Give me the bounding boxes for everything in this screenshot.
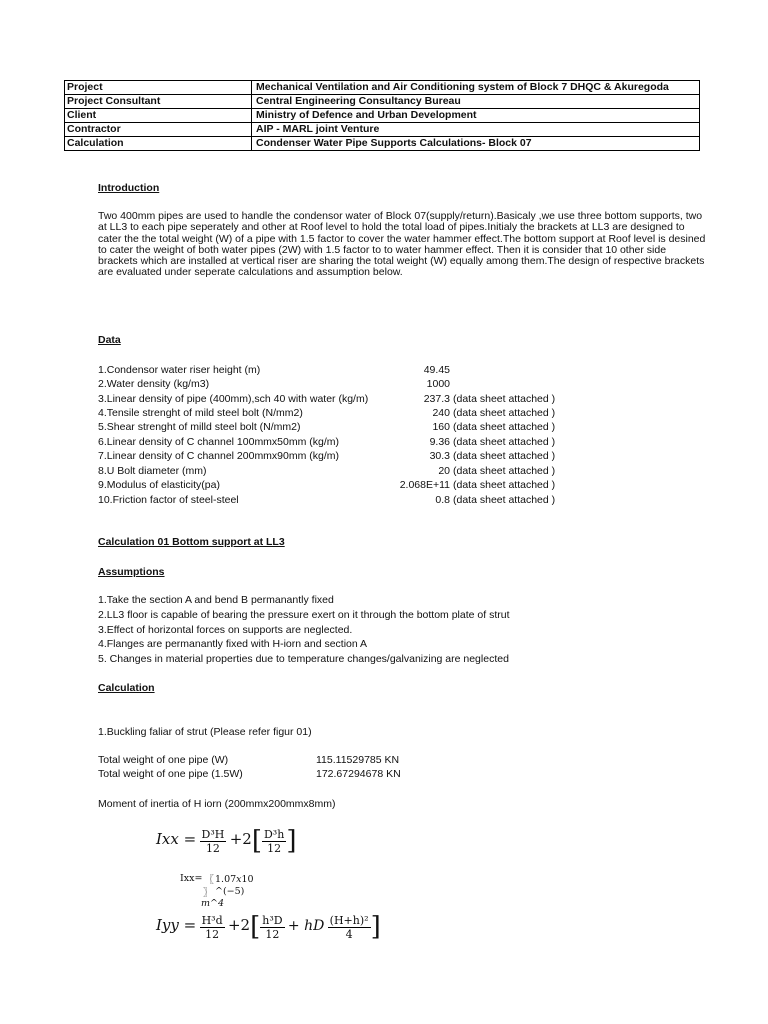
iyy-num-3: (H+h)² xyxy=(329,913,369,927)
iyy-den-1: 12 xyxy=(205,927,220,941)
weight-1-5w-value: 172.67294678 KN xyxy=(316,768,401,780)
header-value: Ministry of Defence and Urban Development xyxy=(252,109,700,123)
header-row xyxy=(65,109,700,123)
weight-w-value: 115.11529785 KN xyxy=(316,754,400,766)
iyy-fraction-1 xyxy=(200,914,225,941)
header-key: Calculation xyxy=(65,137,252,151)
iyy-equation: Iyy = $\frac{\text{H³d}}{12}$ +2[ $\frac{\text{h³D}}{12}$ + hD $\frac{\text{(H+h)²}}{4}$ ] xyxy=(156,912,381,942)
data-label: 10.Friction factor of steel-steel xyxy=(98,494,239,506)
data-label: 5.Shear strenght of milld steel bolt (N/mm2) xyxy=(98,421,301,433)
introduction-text: Two 400mm pipes are used to handle the condensor water of Block 07(supply/return).Basicaly ,we use three bottom supports, two at LL3 to each pipe seperately and other at Roof level to hold the total load of pipes.Initialy the brackets at LL3 are designed to cater the the total weight (W) of a pipe with 1.5 factor to cover the water hammer effect.The bottom support at Roof level is desined to cater the weight of both water pipes (2W) with 1.5 factor to to water hammer effect. Then it is consider that 10 other side brackets which are installed at vertical riser are sharing the total weight (W) equally among them.The design of respective brackets are evaluated under seperate calculations and assumption below. xyxy=(98,210,706,279)
iyy-hd-term: + hD xyxy=(287,918,325,934)
ixx-value-mantissa: 1.07𝑥10 xyxy=(215,874,254,885)
moment-of-inertia-text: Moment of inertia of H iorn (200mmx200mmx8mm) xyxy=(98,798,336,810)
header-table xyxy=(64,80,700,151)
data-value: 1000 xyxy=(426,378,450,390)
ixx-lhs: Ixx = xyxy=(156,830,197,848)
data-value: 49.45 xyxy=(423,364,450,376)
weight-w-label: Total weight of one pipe (W) xyxy=(98,754,229,766)
assumptions-heading: Assumptions xyxy=(98,566,165,578)
data-label: 8.U Bolt diameter (mm) xyxy=(98,465,207,477)
data-label: 3.Linear density of pipe (400mm),sch 40 with water (kg/m) xyxy=(98,393,369,405)
iyy-fraction-2 xyxy=(260,914,284,941)
data-value: 240 xyxy=(432,407,450,419)
ixx-fraction-1 xyxy=(200,828,227,855)
iyy-den-3: 4 xyxy=(345,927,353,941)
header-row xyxy=(65,81,700,95)
data-value: 2.068E+11 xyxy=(399,479,450,491)
data-note: (data sheet attached ) xyxy=(453,393,556,405)
data-value: 20 xyxy=(438,465,450,477)
data-value: 30.3 xyxy=(429,450,450,462)
data-label: 7.Linear density of C channel 200mmx90mm (kg/m) xyxy=(98,450,340,462)
iyy-num-2: h³D xyxy=(262,913,283,927)
ixx-den-2: 12 xyxy=(267,841,282,855)
data-value: 160 xyxy=(432,421,450,433)
data-label: 9.Modulus of elasticity(pa) xyxy=(98,479,220,491)
data-label: 1.Condensor water riser height (m) xyxy=(98,364,261,376)
header-key: Project Consultant xyxy=(65,95,252,109)
ixx-value-exponent: ^(−5) xyxy=(215,886,245,897)
ixx-den-1: 12 xyxy=(205,841,220,855)
header-row xyxy=(65,137,700,151)
data-note: (data sheet attached ) xyxy=(453,479,556,491)
data-note: (data sheet attached ) xyxy=(453,407,556,419)
data-value: 9.36 xyxy=(429,436,450,448)
ixx-value-label: Ixx= xyxy=(180,873,203,884)
data-value: 237.3 xyxy=(423,393,450,405)
header-key: Project xyxy=(65,81,252,95)
assumption-item: 2.LL3 floor is capable of bearing the pressure exert on it through the bottom plate of strut xyxy=(98,609,510,621)
iyy-plus: +2 xyxy=(227,916,251,934)
data-note: (data sheet attached ) xyxy=(453,450,556,462)
header-value: Condenser Water Pipe Supports Calculations- Block 07 xyxy=(252,137,700,151)
data-label: 4.Tensile strenght of mild steel bolt (N/mm2) xyxy=(98,407,303,419)
iyy-den-2: 12 xyxy=(265,927,280,941)
data-note: (data sheet attached ) xyxy=(453,436,556,448)
calculation-heading: Calculation xyxy=(98,682,155,694)
calculation-01-heading: Calculation 01 Bottom support at LL3 xyxy=(98,536,285,548)
data-note: (data sheet attached ) xyxy=(453,421,556,433)
data-label: 2.Water density (kg/m3) xyxy=(98,378,210,390)
header-key: Contractor xyxy=(65,123,252,137)
header-value: Mechanical Ventilation and Air Conditioning system of Block 7 DHQC & Akuregoda xyxy=(252,81,700,95)
header-value: AIP - MARL joint Venture xyxy=(252,123,700,137)
data-note: (data sheet attached ) xyxy=(453,494,556,506)
assumption-item: 4.Flanges are permanantly fixed with H-iorn and section A xyxy=(98,638,368,650)
iyy-fraction-3 xyxy=(328,914,371,941)
header-row xyxy=(65,123,700,137)
data-label: 6.Linear density of C channel 100mmx50mm (kg/m) xyxy=(98,436,340,448)
buckling-text: 1.Buckling faliar of strut (Please refer figur 01) xyxy=(98,726,312,738)
ixx-num-2: D³h xyxy=(263,827,285,841)
assumption-item: 3.Effect of horizontal forces on supports are neglected. xyxy=(98,624,353,636)
ixx-open-bracket: 〖 xyxy=(204,875,214,886)
assumption-item: 5. Changes in material properties due to temperature changes/galvanizing are neglected xyxy=(98,653,509,665)
ixx-fraction-2 xyxy=(262,828,286,855)
data-heading: Data xyxy=(98,334,121,346)
introduction-heading: Introduction xyxy=(98,182,160,194)
weight-1-5w-label: Total weight of one pipe (1.5W) xyxy=(98,768,243,780)
iyy-lhs: Iyy = xyxy=(156,916,197,934)
header-key: Client xyxy=(65,109,252,123)
assumption-item: 1.Take the section A and bend B permanantly fixed xyxy=(98,594,334,606)
ixx-num-1: D³H xyxy=(201,827,225,841)
ixx-plus: +2 xyxy=(229,830,252,848)
data-value: 0.8 xyxy=(435,494,450,506)
header-row xyxy=(65,95,700,109)
data-note: (data sheet attached ) xyxy=(453,465,556,477)
iyy-num-1: H³d xyxy=(201,913,223,927)
header-value: Central Engineering Consultancy Bureau xyxy=(252,95,700,109)
ixx-value-unit: m^4 xyxy=(201,898,225,909)
ixx-close-bracket: 〗 xyxy=(203,888,213,899)
ixx-equation: Ixx = $\frac{\text{D³H}}{12}$ +2[ $\frac{\text{D³h}}{12}$ ] xyxy=(156,826,297,856)
